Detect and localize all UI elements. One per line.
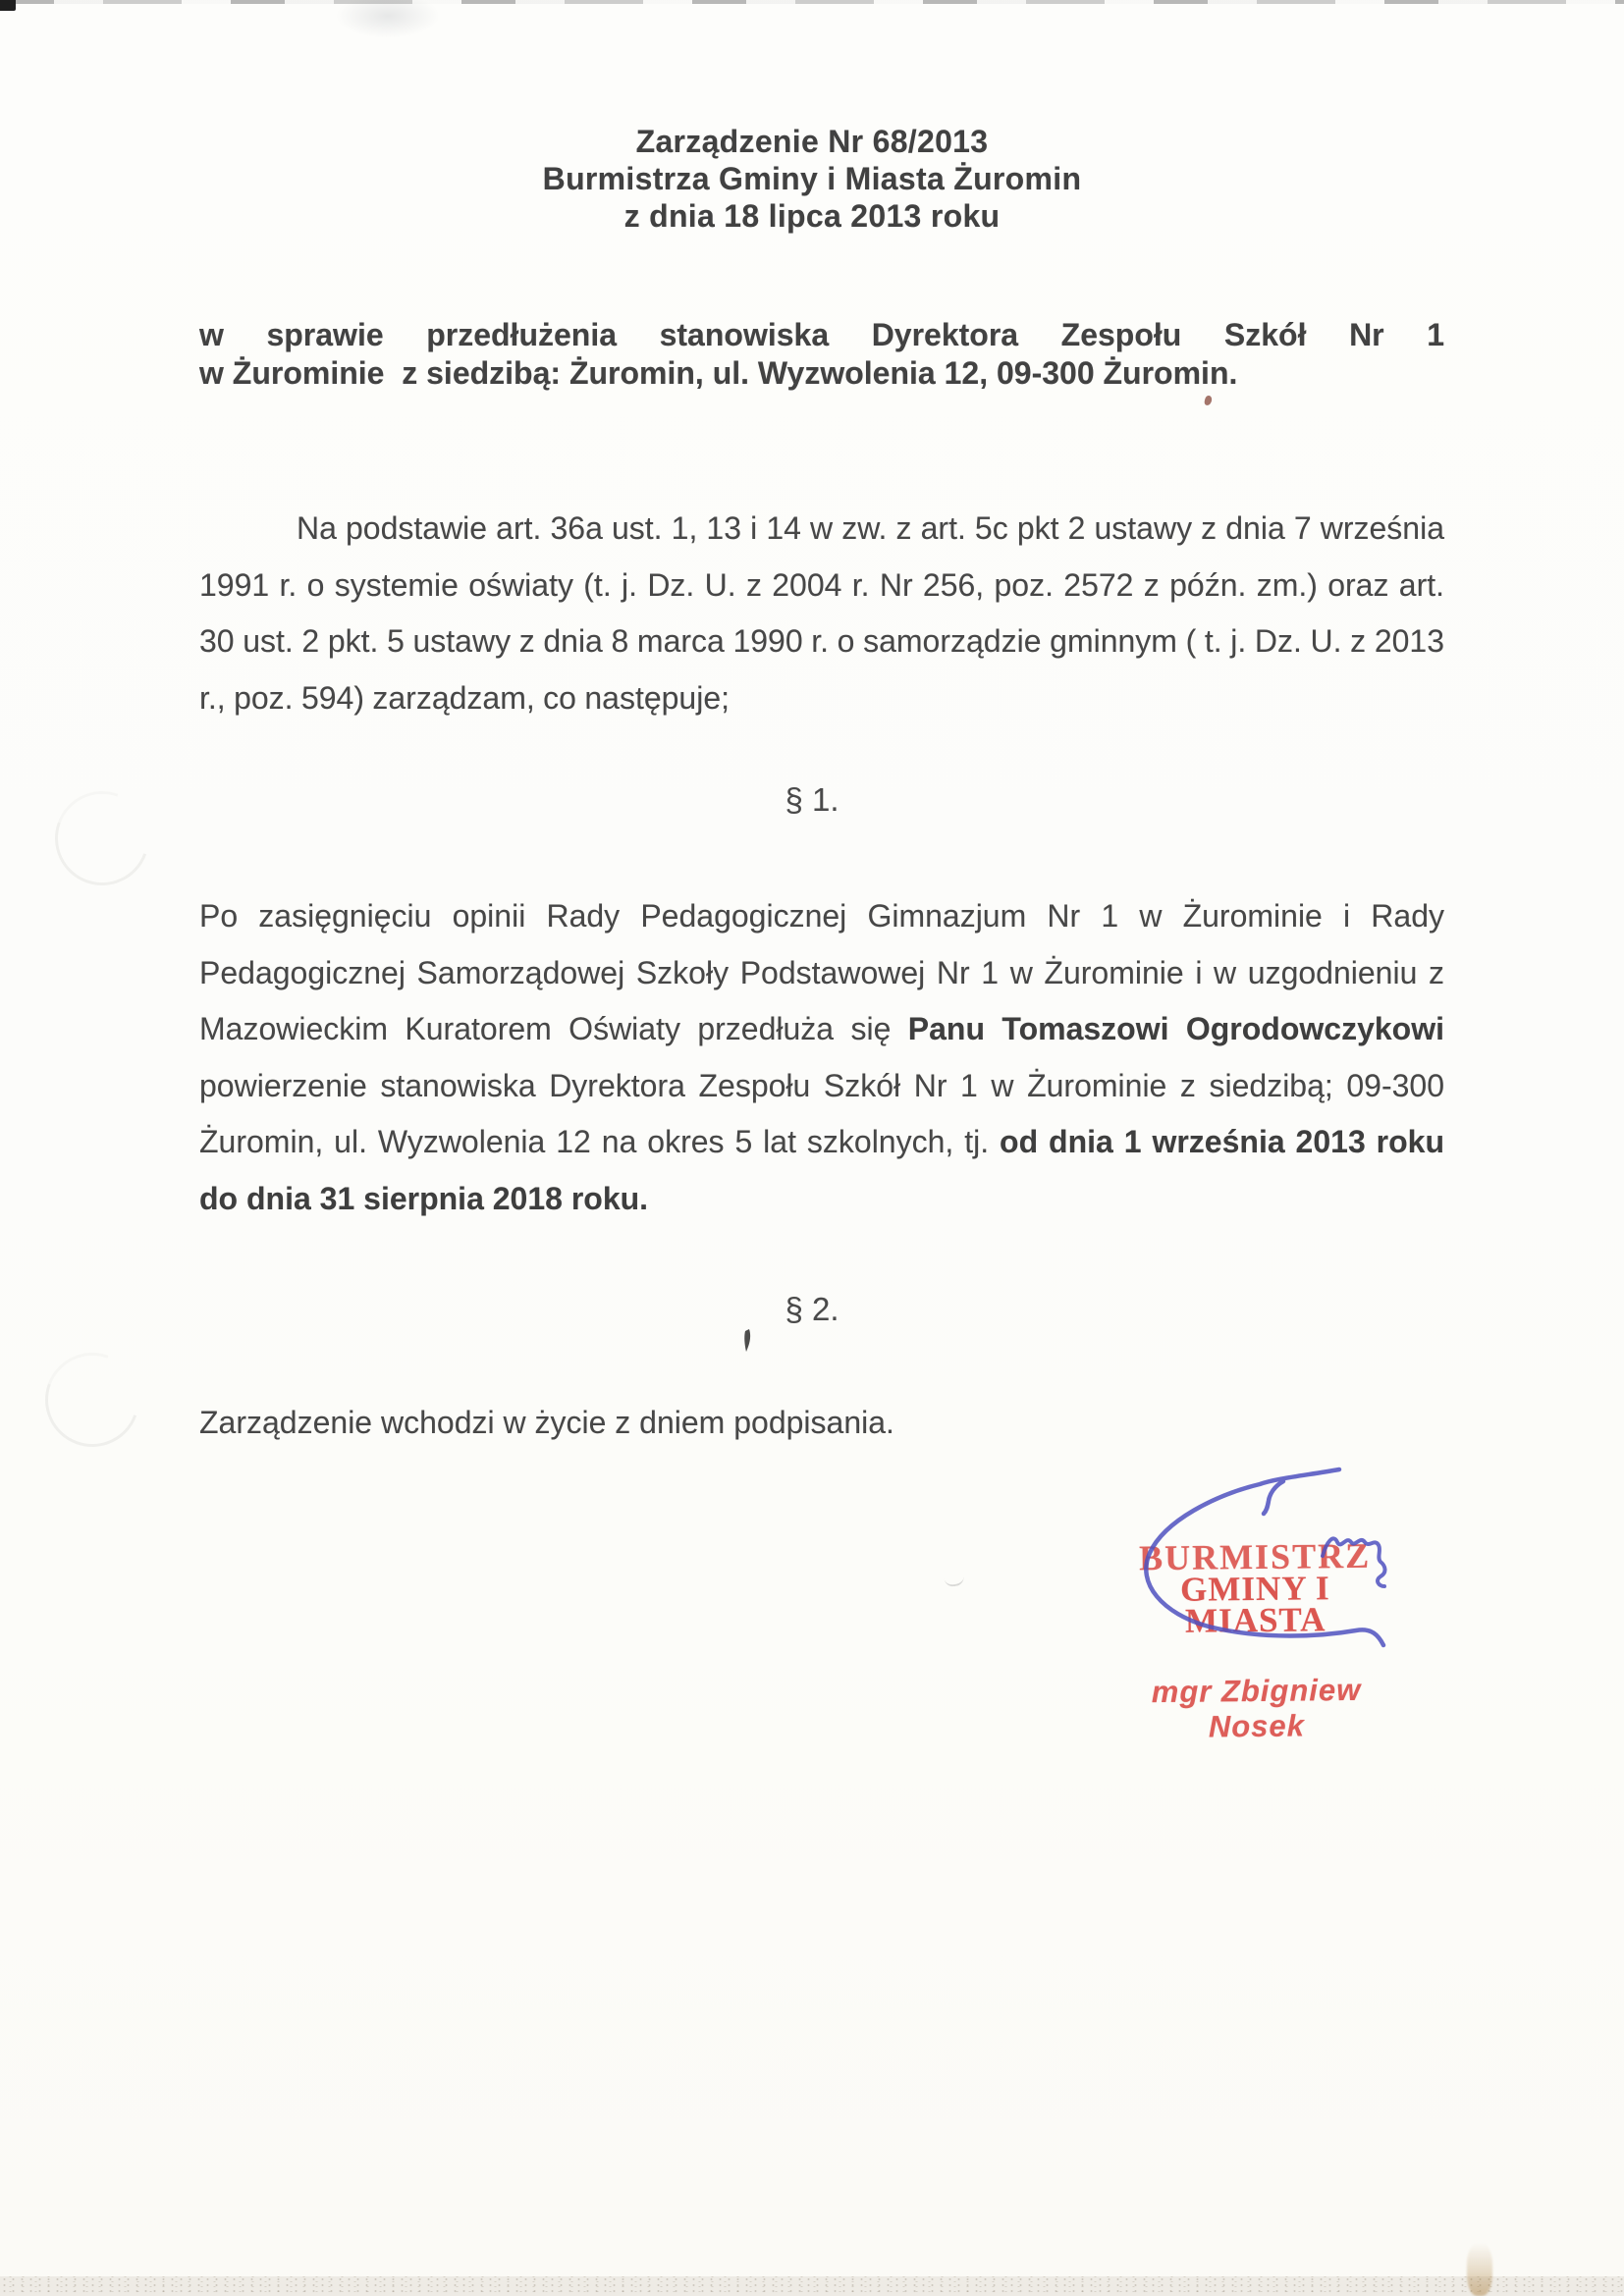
section-1-heading: § 1. <box>785 781 839 818</box>
ink-tick-artifact <box>742 1328 754 1354</box>
scan-noise-band <box>0 2276 1624 2296</box>
scan-corner-artifact <box>0 0 16 11</box>
document-subject <box>199 316 1444 393</box>
scan-smudge-artifact <box>329 0 447 41</box>
legal-basis-paragraph: Na podstawie art. 36a ust. 1, 13 i 14 w zw. z art. 5c pkt 2 ustawy z dnia 7 września 1991 r. o systemie oświaty (t. j. Dz. U. z 2004 r. Nr 256, poz. 2572 z późn. zm.) oraz art. 30 ust. 2 pkt. 5 ustawy z dnia 8 marca 1990 r. o samorządzie gminnym ( t. j. Dz. U. z 2013 r., poz. 594) zarządzam, co następuje; <box>199 510 1444 716</box>
ink-speck-artifact <box>1204 395 1213 405</box>
punch-hole-shadow <box>29 1337 155 1463</box>
title-line: Zarządzenie Nr 68/2013 <box>635 124 989 159</box>
subject-line: w sprawie przedłużenia stanowiska Dyrektora Zespołu Szkół Nr 1 <box>199 317 1444 352</box>
signature-stroke <box>1264 1481 1283 1514</box>
stamp-office-line: GMINY I MIASTA <box>1179 1569 1330 1640</box>
stamp-office-line: BURMISTRZ <box>1138 1535 1372 1578</box>
handwritten-signature <box>1100 1443 1424 1669</box>
section-1-bold-name: Panu Tomaszowi Ogrodowczykowi <box>907 1011 1445 1046</box>
section-1-bold-dates: od dnia 1 września 2013 roku do dnia 31 sierpnia 2018 roku. <box>199 1124 1444 1216</box>
document-title <box>0 123 1624 235</box>
signature-stroke <box>1323 1538 1385 1586</box>
title-line: Burmistrza Gminy i Miasta Żuromin <box>542 161 1082 196</box>
section-1-paragraph <box>199 888 1444 1227</box>
section-2-paragraph: Zarządzenie wchodzi w życie z dniem podpisania. <box>199 1405 894 1440</box>
section-1-text: Po zasięgnięciu opinii Rady Pedagogicznej Gimnazjum Nr 1 w Żurominie i Rady Pedagogicznej Samorządowej Szkoły Podstawowej Nr 1 w Żurominie i w uzgodnieniu z Mazowieckim Kuratorem Oświaty przedłuża się <box>199 898 1444 1046</box>
subject-line: w Żurominie z siedzibą: Żuromin, ul. Wyzwolenia 12, 09-300 Żuromin. <box>199 355 1238 391</box>
pen-mark-artifact <box>944 1575 964 1588</box>
scan-edge-artifact <box>0 0 1624 4</box>
section-1-text: powierzenie stanowiska Dyrektora Zespołu Szkół Nr 1 w Żurominie z siedzibą; 09-300 Żuromin, ul. Wyzwolenia 12 na okres 5 lat szkolnych, tj. <box>199 1067 1444 1159</box>
scan-smudge-artifact <box>1467 2243 1492 2296</box>
stamp-signatory-name: mgr Zbigniew Nosek <box>1151 1672 1362 1744</box>
signature-stroke <box>1146 1469 1383 1645</box>
title-line: z dnia 18 lipca 2013 roku <box>623 198 1001 234</box>
section-2-heading: § 2. <box>785 1291 839 1327</box>
